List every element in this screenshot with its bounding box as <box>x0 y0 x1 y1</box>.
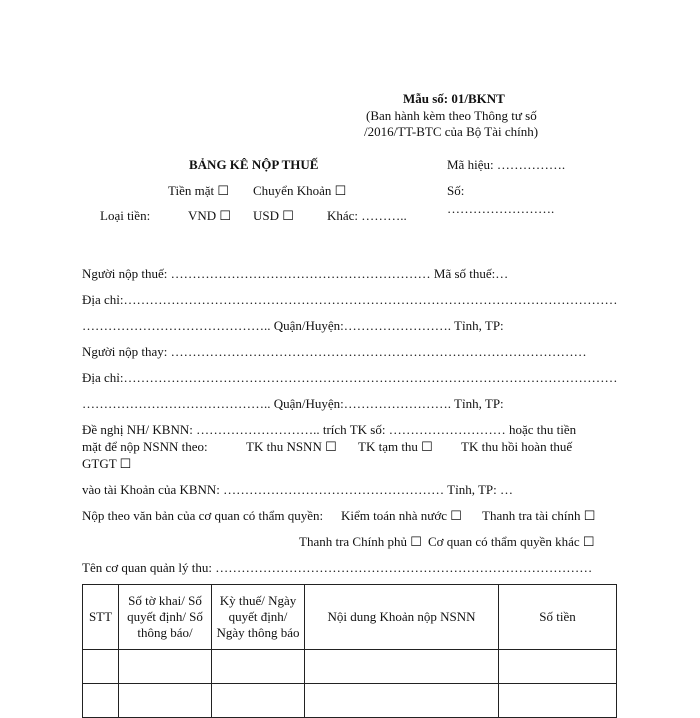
tk-thu-hoi-hoan-thue-label: TK thu hồi hoàn thuế <box>461 439 573 454</box>
transfer-checkbox[interactable]: Chuyển Khoản ☐ <box>253 183 347 198</box>
kbnn-account-line[interactable]: vào tài Khoản của KBNN: …………………………………………… Tỉnh, TP: … <box>82 482 514 497</box>
declaration-header-line2: quyết định/ Số <box>127 609 203 624</box>
amount-header: Số tiền <box>499 585 617 650</box>
table-cell[interactable] <box>499 650 617 684</box>
table-cell[interactable] <box>83 650 119 684</box>
payer-on-behalf-line[interactable]: Người nộp thay: …………………………………………………………………………………… <box>82 344 587 359</box>
code-field[interactable]: Mã hiệu: ……………. <box>447 157 566 172</box>
declaration-number-header <box>119 585 212 650</box>
form-number: Mẫu số: 01/BKNT <box>403 91 505 106</box>
table-cell[interactable] <box>119 684 212 718</box>
bank-request-line[interactable]: Đề nghị NH/ KBNN: ……………………….. trích TK số: ……………………… hoặc thu tiền <box>82 422 577 437</box>
tk-tam-thu-checkbox[interactable]: TK tạm thu ☐ <box>358 439 433 454</box>
government-inspection-checkbox[interactable]: Thanh tra Chính phủ ☐ <box>299 534 422 549</box>
table-cell[interactable] <box>305 650 499 684</box>
table-cell[interactable] <box>83 684 119 718</box>
issued-note-line1: (Ban hành kèm theo Thông tư số <box>366 108 537 123</box>
table-cell[interactable] <box>212 650 305 684</box>
nsnn-account-label: mặt để nộp NSNN theo: <box>82 439 208 454</box>
table-cell[interactable] <box>119 650 212 684</box>
period-header-line1: Kỳ thuế/ Ngày <box>219 593 297 608</box>
tax-period-header <box>212 585 305 650</box>
district-line-2[interactable]: …………………………………….. Quận/Huyện:……………………. Tỉnh, TP: <box>82 396 504 411</box>
table-cell[interactable] <box>212 684 305 718</box>
gtgt-checkbox[interactable]: GTGT ☐ <box>82 456 132 471</box>
declaration-header-line3: thông báo/ <box>137 625 193 640</box>
other-currency-field[interactable]: Khác: ……….. <box>327 208 407 223</box>
document-title: BẢNG KÊ NỘP THUẾ <box>189 157 319 172</box>
usd-checkbox[interactable]: USD ☐ <box>253 208 294 223</box>
content-header: Nội dung Khoản nộp NSNN <box>305 585 499 650</box>
taxpayer-line[interactable]: Người nộp thuế: …………………………………………………… Mã số thuế:… <box>82 266 509 281</box>
vnd-checkbox[interactable]: VND ☐ <box>188 208 232 223</box>
declaration-header-line1: Số tờ khai/ Số <box>128 593 202 608</box>
cash-checkbox[interactable]: Tiền mặt ☐ <box>168 183 230 198</box>
number-label: Số: <box>447 183 465 198</box>
issued-note-line2: /2016/TT-BTC của Bộ Tài chính) <box>364 124 539 139</box>
district-line-1[interactable]: …………………………………….. Quận/Huyện:……………………. Tỉnh, TP: <box>82 318 504 333</box>
table-row <box>83 684 617 718</box>
period-header-line2: quyết định/ <box>228 609 288 624</box>
authority-doc-label: Nộp theo văn bản của cơ quan có thẩm quyền: <box>82 508 324 523</box>
table-cell[interactable] <box>305 684 499 718</box>
number-field[interactable]: ……………………. <box>447 201 555 216</box>
other-authority-checkbox[interactable]: Cơ quan có thẩm quyền khác ☐ <box>428 534 595 549</box>
period-header-line3: Ngày thông báo <box>216 625 300 640</box>
tk-thu-nsnn-checkbox[interactable]: TK thu NSNN ☐ <box>246 439 337 454</box>
payment-table <box>82 584 617 718</box>
collecting-agency-line[interactable]: Tên cơ quan quản lý thu: …………………………………………………………………………… <box>82 560 593 575</box>
table-header-row <box>83 585 617 650</box>
state-audit-checkbox[interactable]: Kiểm toán nhà nước ☐ <box>341 508 462 523</box>
finance-inspection-checkbox[interactable]: Thanh tra tài chính ☐ <box>482 508 596 523</box>
address-line-1[interactable]: Địa chỉ:…………………………………………………………………………………………………… <box>82 292 618 307</box>
address-line-2[interactable]: Địa chỉ:…………………………………………………………………………………………………… <box>82 370 618 385</box>
table-row <box>83 650 617 684</box>
table-cell[interactable] <box>499 684 617 718</box>
stt-header: STT <box>83 585 119 650</box>
currency-label: Loại tiền: <box>100 208 151 223</box>
